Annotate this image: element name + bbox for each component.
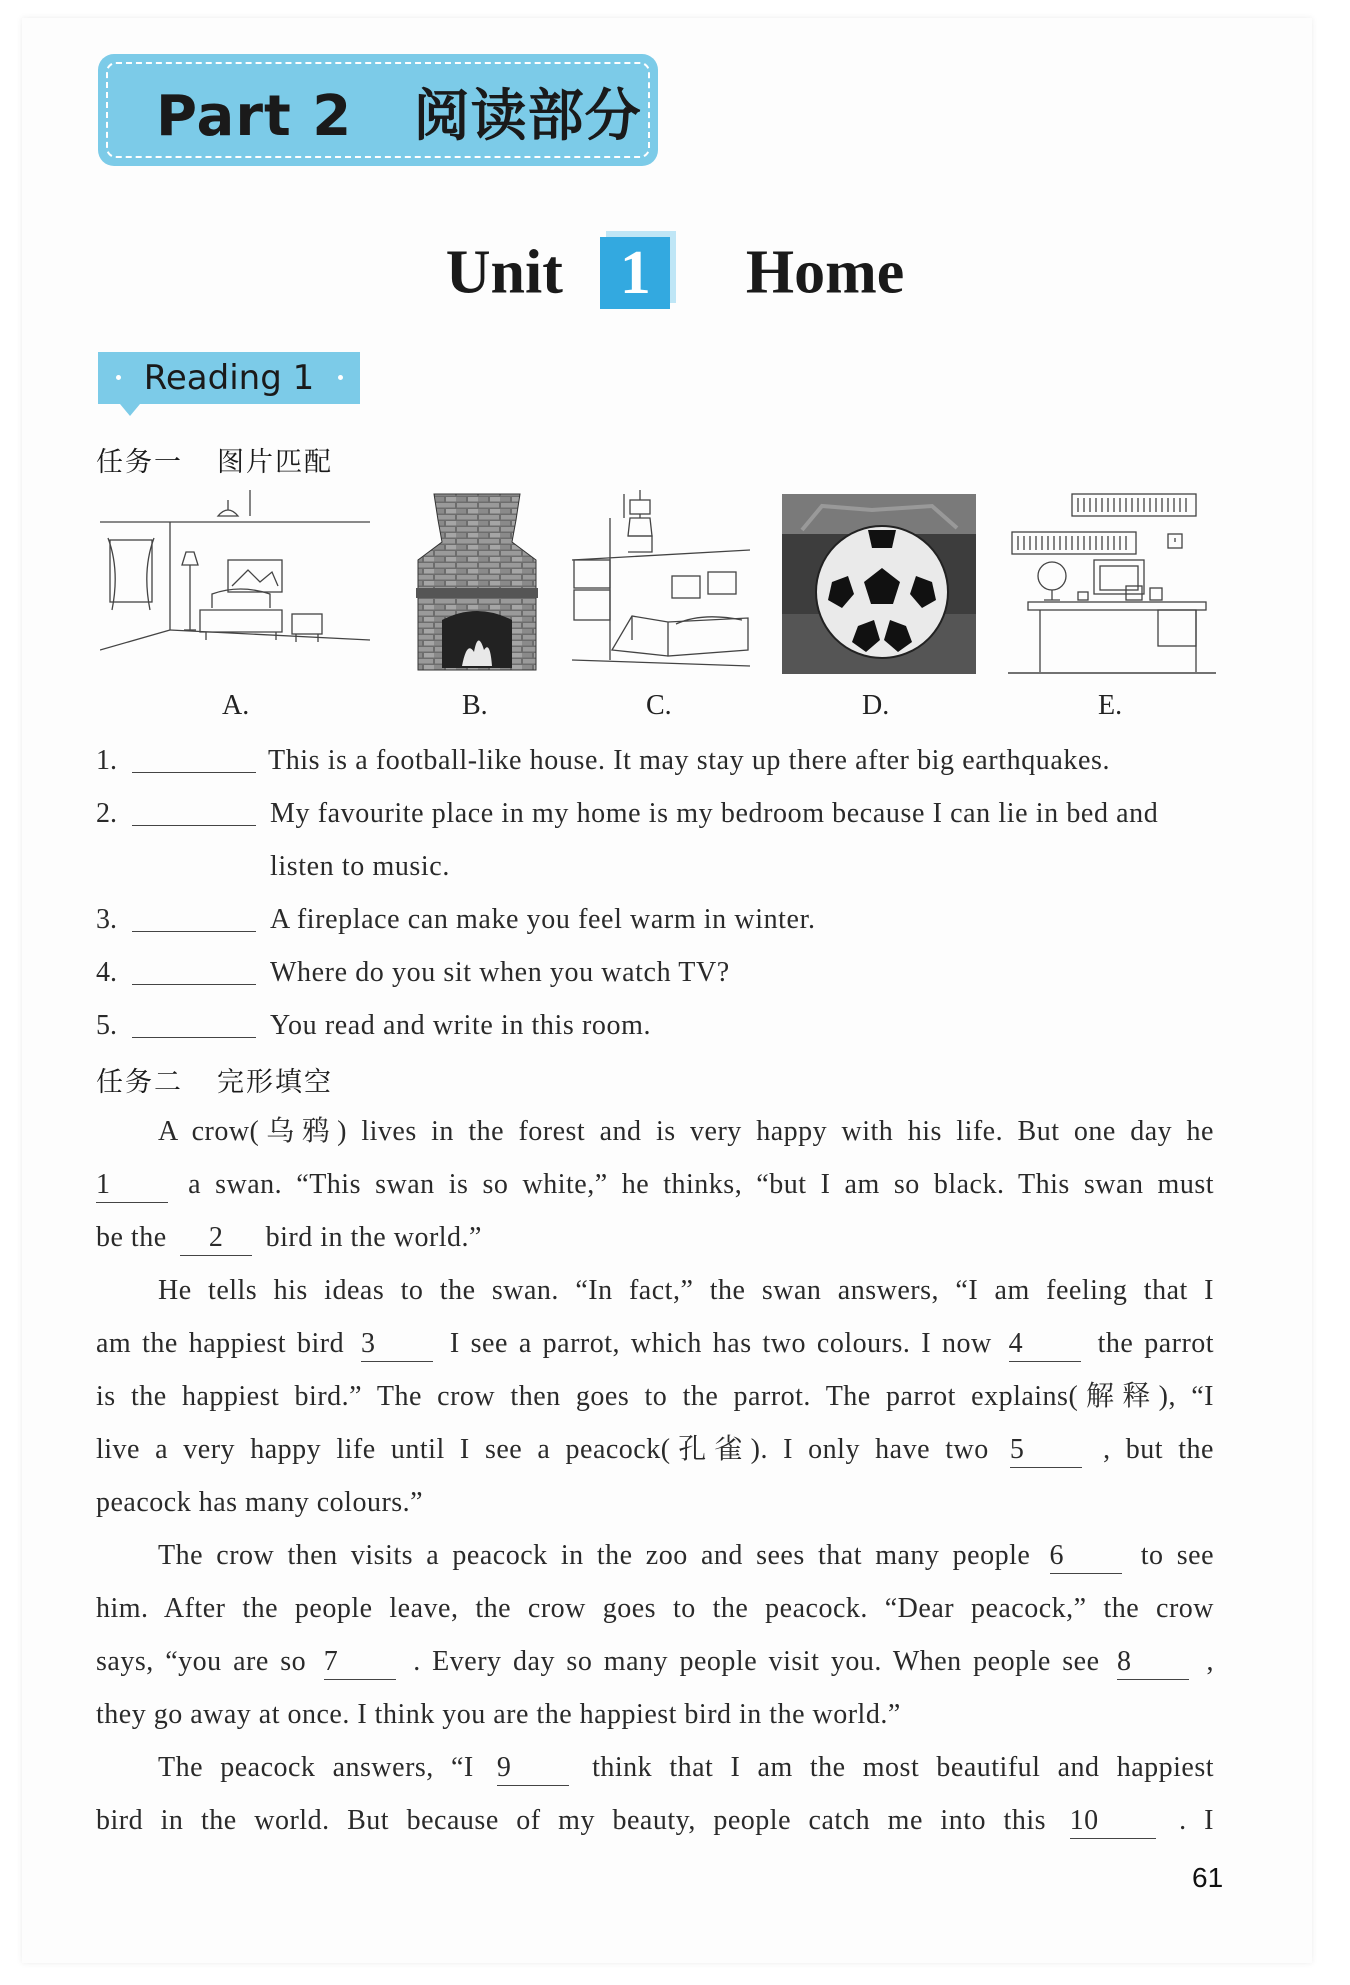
matching-number: 2. [96,798,117,829]
answer-blank[interactable] [132,1037,256,1038]
cloze-blank-6[interactable]: 6 [1050,1539,1122,1574]
page-number: 61 [1192,1862,1224,1893]
cloze-text: The peacock answers, “I [158,1752,474,1783]
tag-dot-right [338,375,343,380]
cloze-text: says, “you are so [96,1646,307,1677]
cloze-blank-8[interactable]: 8 [1117,1645,1189,1680]
cloze-line [96,1158,1214,1211]
matching-text-continued: listen to music. [270,851,450,882]
cloze-text: . I [1179,1805,1215,1836]
cloze-blank-5[interactable]: 5 [1010,1433,1082,1468]
cloze-line: A crow(乌鸦) lives in the forest and is very happy with his life. But one day he [158,1116,1214,1147]
cloze-line [96,1317,1214,1370]
part-banner [98,54,658,166]
cloze-line: him. After the people leave, the crow goes to the peacock. “Dear peacock,” the crow [96,1593,1214,1624]
matching-text: My favourite place in my home is my bedroom because I can lie in bed and [270,798,1159,829]
cloze-line [158,1529,1214,1582]
task1-name: 图片匹配 [217,447,333,478]
matching-text: A fireplace can make you feel warm in winter. [270,904,816,935]
cloze-line: they go away at once. I think you are the happiest bird in the world.” [96,1699,901,1730]
cloze-text: I see a parrot, which has two colours. I now [449,1328,992,1359]
cloze-text: , but the [1103,1434,1214,1465]
matching-number: 1. [96,745,117,776]
part-title: Part 2 阅读部分 [156,84,642,149]
football-house-photo-icon [782,494,976,674]
cloze-line: peacock has many colours.” [96,1487,424,1518]
unit-word: Unit [445,238,563,307]
cloze-blank-7[interactable]: 7 [324,1645,396,1680]
unit-name: Home [745,238,905,307]
bedroom-sketch-icon [572,490,750,676]
unit-number-box: 1 [600,237,670,309]
cloze-text: am the happiest bird [96,1328,345,1359]
unit-heading [0,232,1350,322]
matching-number: 4. [96,957,117,988]
cloze-text: a swan. “This swan is so white,” he thinks, “but I am so black. This swan must [188,1169,1215,1200]
cloze-blank-10[interactable]: 10 [1070,1804,1156,1839]
cloze-blank-2[interactable]: 2 [180,1221,252,1256]
answer-blank[interactable] [132,825,256,826]
reading-tag [98,352,360,404]
cloze-text: The crow then visits a peacock in the zoo and sees that many people [158,1540,1031,1571]
picture-e-label: E. [1098,690,1123,721]
task1-prefix: 任务一 [96,447,183,478]
task2-name: 完形填空 [217,1067,333,1098]
matching-text: This is a football-like house. It may stay up there after big earthquakes. [268,745,1111,776]
matching-text: You read and write in this room. [270,1010,652,1041]
cloze-line [96,1211,1214,1264]
task2-heading [96,1060,333,1099]
cloze-line [158,1741,1214,1794]
cloze-blank-4[interactable]: 4 [1009,1327,1081,1362]
cloze-text: . Every day so many people visit you. When people see [413,1646,1100,1677]
picture-b-label: B. [462,690,488,721]
task2-prefix: 任务二 [96,1067,183,1098]
matching-number: 3. [96,904,117,935]
reading-tag-notch [120,404,140,416]
cloze-text: be the [96,1222,167,1253]
cloze-text: bird in the world. But because of my beauty, people catch me into this [96,1805,1046,1836]
cloze-line [96,1423,1214,1476]
answer-blank[interactable] [132,772,256,773]
reading-tag-label: Reading 1 [143,358,315,398]
cloze-text: think that I am the most beautiful and happiest [592,1752,1215,1783]
living-room-sketch-icon [100,490,370,676]
answer-blank[interactable] [132,984,256,985]
study-desk-sketch-icon [1008,490,1216,676]
matching-text: Where do you sit when you watch TV? [270,957,730,988]
cloze-blank-9[interactable]: 9 [497,1751,569,1786]
cloze-blank-3[interactable]: 3 [361,1327,433,1362]
brick-fireplace-icon [412,490,542,676]
picture-a-label: A. [222,690,250,721]
cloze-line [96,1794,1214,1847]
cloze-text: the parrot [1097,1328,1215,1359]
cloze-line: He tells his ideas to the swan. “In fact,” the swan answers, “I am feeling that I [158,1275,1214,1306]
picture-d-label: D. [862,690,890,721]
cloze-line [96,1635,1214,1688]
answer-blank[interactable] [132,931,256,932]
cloze-line: is the happiest bird.” The crow then goes to the parrot. The parrot explains(解释), “I [96,1381,1214,1412]
picture-c-label: C. [646,690,672,721]
cloze-text: bird in the world.” [265,1222,482,1253]
cloze-text: , [1206,1646,1215,1677]
cloze-text: to see [1140,1540,1215,1571]
cloze-text: live a very happy life until I see a peacock(孔雀). I only have two [96,1434,989,1465]
matching-number: 5. [96,1010,117,1041]
cloze-blank-1[interactable]: 1 [96,1168,168,1203]
task1-heading [96,440,333,479]
